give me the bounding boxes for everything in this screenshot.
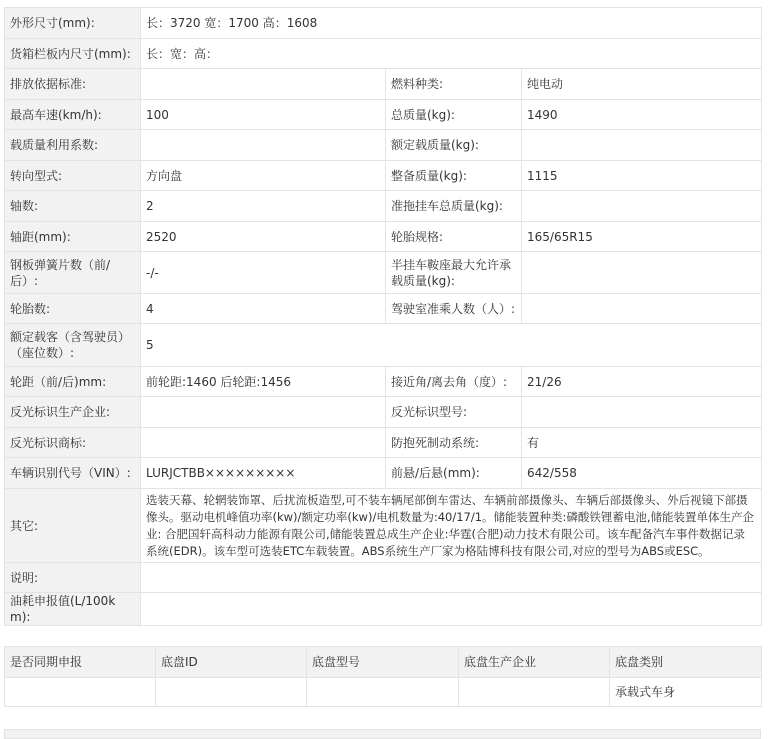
reflector-brand-value xyxy=(141,428,386,458)
chassis-data-row xyxy=(5,678,762,707)
wheelbase-value: 2520 xyxy=(141,222,386,252)
chassis-header-concurrent: 是否同期申报 xyxy=(5,647,156,678)
emission-standard-value xyxy=(141,69,386,100)
note-value xyxy=(141,563,762,593)
tire-count-label: 轮胎数: xyxy=(5,294,141,324)
reflector-maker-value xyxy=(141,397,386,428)
track-width-label: 轮距（前/后)mm: xyxy=(5,367,141,397)
cab-capacity-label: 驾驶室准乘人数（人）: xyxy=(386,294,522,324)
reflector-model-label: 反光标识型号: xyxy=(386,397,522,428)
spec-row-cargo xyxy=(5,39,762,69)
spec-row-tires-count xyxy=(5,294,762,324)
other-value: 选装天幕、轮辋装饰罩、后扰流板造型,可不装车辆尾部倒车雷达、车辆前部摄像头、车辆后部摄像头、外后视镜下部摄像头。驱动电机峰值功率(kw)/额定功率(kw)/电机数量为:40/17/1。储能装置种类:磷酸铁锂蓄电池,储能装置单体生产企业: 合肥国轩高科动力能源有限公司,储能装置总成生产企业:华霆(合肥)动力技术有限公司。该车配备汽车事件数据记录系统(EDR)。该车型可选装ETC车载装置。ABS系统生产厂家为格陆博科技有限公司,对应的型号为ABS或ESC。 xyxy=(141,489,762,563)
spec-row-size xyxy=(5,8,762,39)
chassis-header-id: 底盘ID xyxy=(156,647,307,678)
note-label: 说明: xyxy=(5,563,141,593)
chassis-id-value xyxy=(156,678,307,707)
curb-mass-value: 1115 xyxy=(522,161,762,191)
spec-row-vin xyxy=(5,458,762,489)
overhang-label: 前悬/后悬(mm): xyxy=(386,458,522,489)
fuel-type-value: 纯电动 xyxy=(522,69,762,100)
rated-load-value xyxy=(522,130,762,161)
steering-value: 方向盘 xyxy=(141,161,386,191)
abs-label: 防抱死制动系统: xyxy=(386,428,522,458)
cab-capacity-value xyxy=(522,294,762,324)
reflector-model-value xyxy=(522,397,762,428)
spec-row-wheelbase xyxy=(5,222,762,252)
chassis-header-model: 底盘型号 xyxy=(307,647,459,678)
load-utilization-value xyxy=(141,130,386,161)
spec-row-fuel-consumption xyxy=(5,593,762,626)
vin-label: 车辆识别代号（VIN）: xyxy=(5,458,141,489)
track-width-value: 前轮距:1460 后轮距:1456 xyxy=(141,367,386,397)
leaf-spring-label: 钢板弹簧片数（前/后）: xyxy=(5,252,141,294)
next-table-header-stub xyxy=(4,729,761,739)
saddle-load-label: 半挂车鞍座最大允许承载质量(kg): xyxy=(386,252,522,294)
vehicle-spec-table xyxy=(4,7,762,626)
size-value: 长：3720 宽：1700 高：1608 xyxy=(141,8,762,39)
axles-label: 轴数: xyxy=(5,191,141,222)
emission-standard-label: 排放依据标准: xyxy=(5,69,141,100)
chassis-table xyxy=(4,646,762,707)
fuel-type-label: 燃料种类: xyxy=(386,69,522,100)
spec-row-seats xyxy=(5,324,762,367)
chassis-maker-value xyxy=(459,678,610,707)
reflector-brand-label: 反光标识商标: xyxy=(5,428,141,458)
max-speed-label: 最高车速(km/h): xyxy=(5,100,141,130)
approach-angle-value: 21/26 xyxy=(522,367,762,397)
spec-row-note xyxy=(5,563,762,593)
abs-value: 有 xyxy=(522,428,762,458)
chassis-concurrent-value xyxy=(5,678,156,707)
overhang-value: 642/558 xyxy=(522,458,762,489)
curb-mass-label: 整备质量(kg): xyxy=(386,161,522,191)
spec-row-other xyxy=(5,489,762,563)
other-label: 其它: xyxy=(5,489,141,563)
spec-row-load xyxy=(5,130,762,161)
spec-row-steering xyxy=(5,161,762,191)
total-mass-value: 1490 xyxy=(522,100,762,130)
axles-value: 2 xyxy=(141,191,386,222)
spec-row-emission xyxy=(5,69,762,100)
wheelbase-label: 轴距(mm): xyxy=(5,222,141,252)
chassis-header-category: 底盘类别 xyxy=(610,647,762,678)
chassis-category-value: 承载式车身 xyxy=(610,678,762,707)
size-label: 外形尺寸(mm): xyxy=(5,8,141,39)
rated-load-label: 额定载质量(kg): xyxy=(386,130,522,161)
seat-capacity-label: 额定载客（含驾驶员）（座位数）: xyxy=(5,324,141,367)
spec-row-axles xyxy=(5,191,762,222)
tire-count-value: 4 xyxy=(141,294,386,324)
approach-angle-label: 接近角/离去角（度）: xyxy=(386,367,522,397)
spec-row-reflect xyxy=(5,397,762,428)
trailer-mass-value xyxy=(522,191,762,222)
leaf-spring-value: -/- xyxy=(141,252,386,294)
fuel-consumption-value xyxy=(141,593,762,626)
saddle-load-value xyxy=(522,252,762,294)
reflector-maker-label: 反光标识生产企业: xyxy=(5,397,141,428)
spec-row-spring xyxy=(5,252,762,294)
tire-spec-value: 165/65R15 xyxy=(522,222,762,252)
total-mass-label: 总质量(kg): xyxy=(386,100,522,130)
cargo-size-label: 货箱栏板内尺寸(mm): xyxy=(5,39,141,69)
chassis-header-maker: 底盘生产企业 xyxy=(459,647,610,678)
cargo-size-value: 长：宽：高： xyxy=(141,39,762,69)
fuel-consumption-label: 油耗申报值(L/100km): xyxy=(5,593,141,626)
spec-row-track xyxy=(5,367,762,397)
spec-row-reflect-mark xyxy=(5,428,762,458)
vin-value: LURJCTBB××××××××× xyxy=(141,458,386,489)
chassis-header-row xyxy=(5,647,762,678)
tire-spec-label: 轮胎规格: xyxy=(386,222,522,252)
load-utilization-label: 载质量利用系数: xyxy=(5,130,141,161)
spec-row-speed xyxy=(5,100,762,130)
max-speed-value: 100 xyxy=(141,100,386,130)
trailer-mass-label: 准拖挂车总质量(kg): xyxy=(386,191,522,222)
chassis-model-value xyxy=(307,678,459,707)
steering-label: 转向型式: xyxy=(5,161,141,191)
seat-capacity-value: 5 xyxy=(141,324,762,367)
